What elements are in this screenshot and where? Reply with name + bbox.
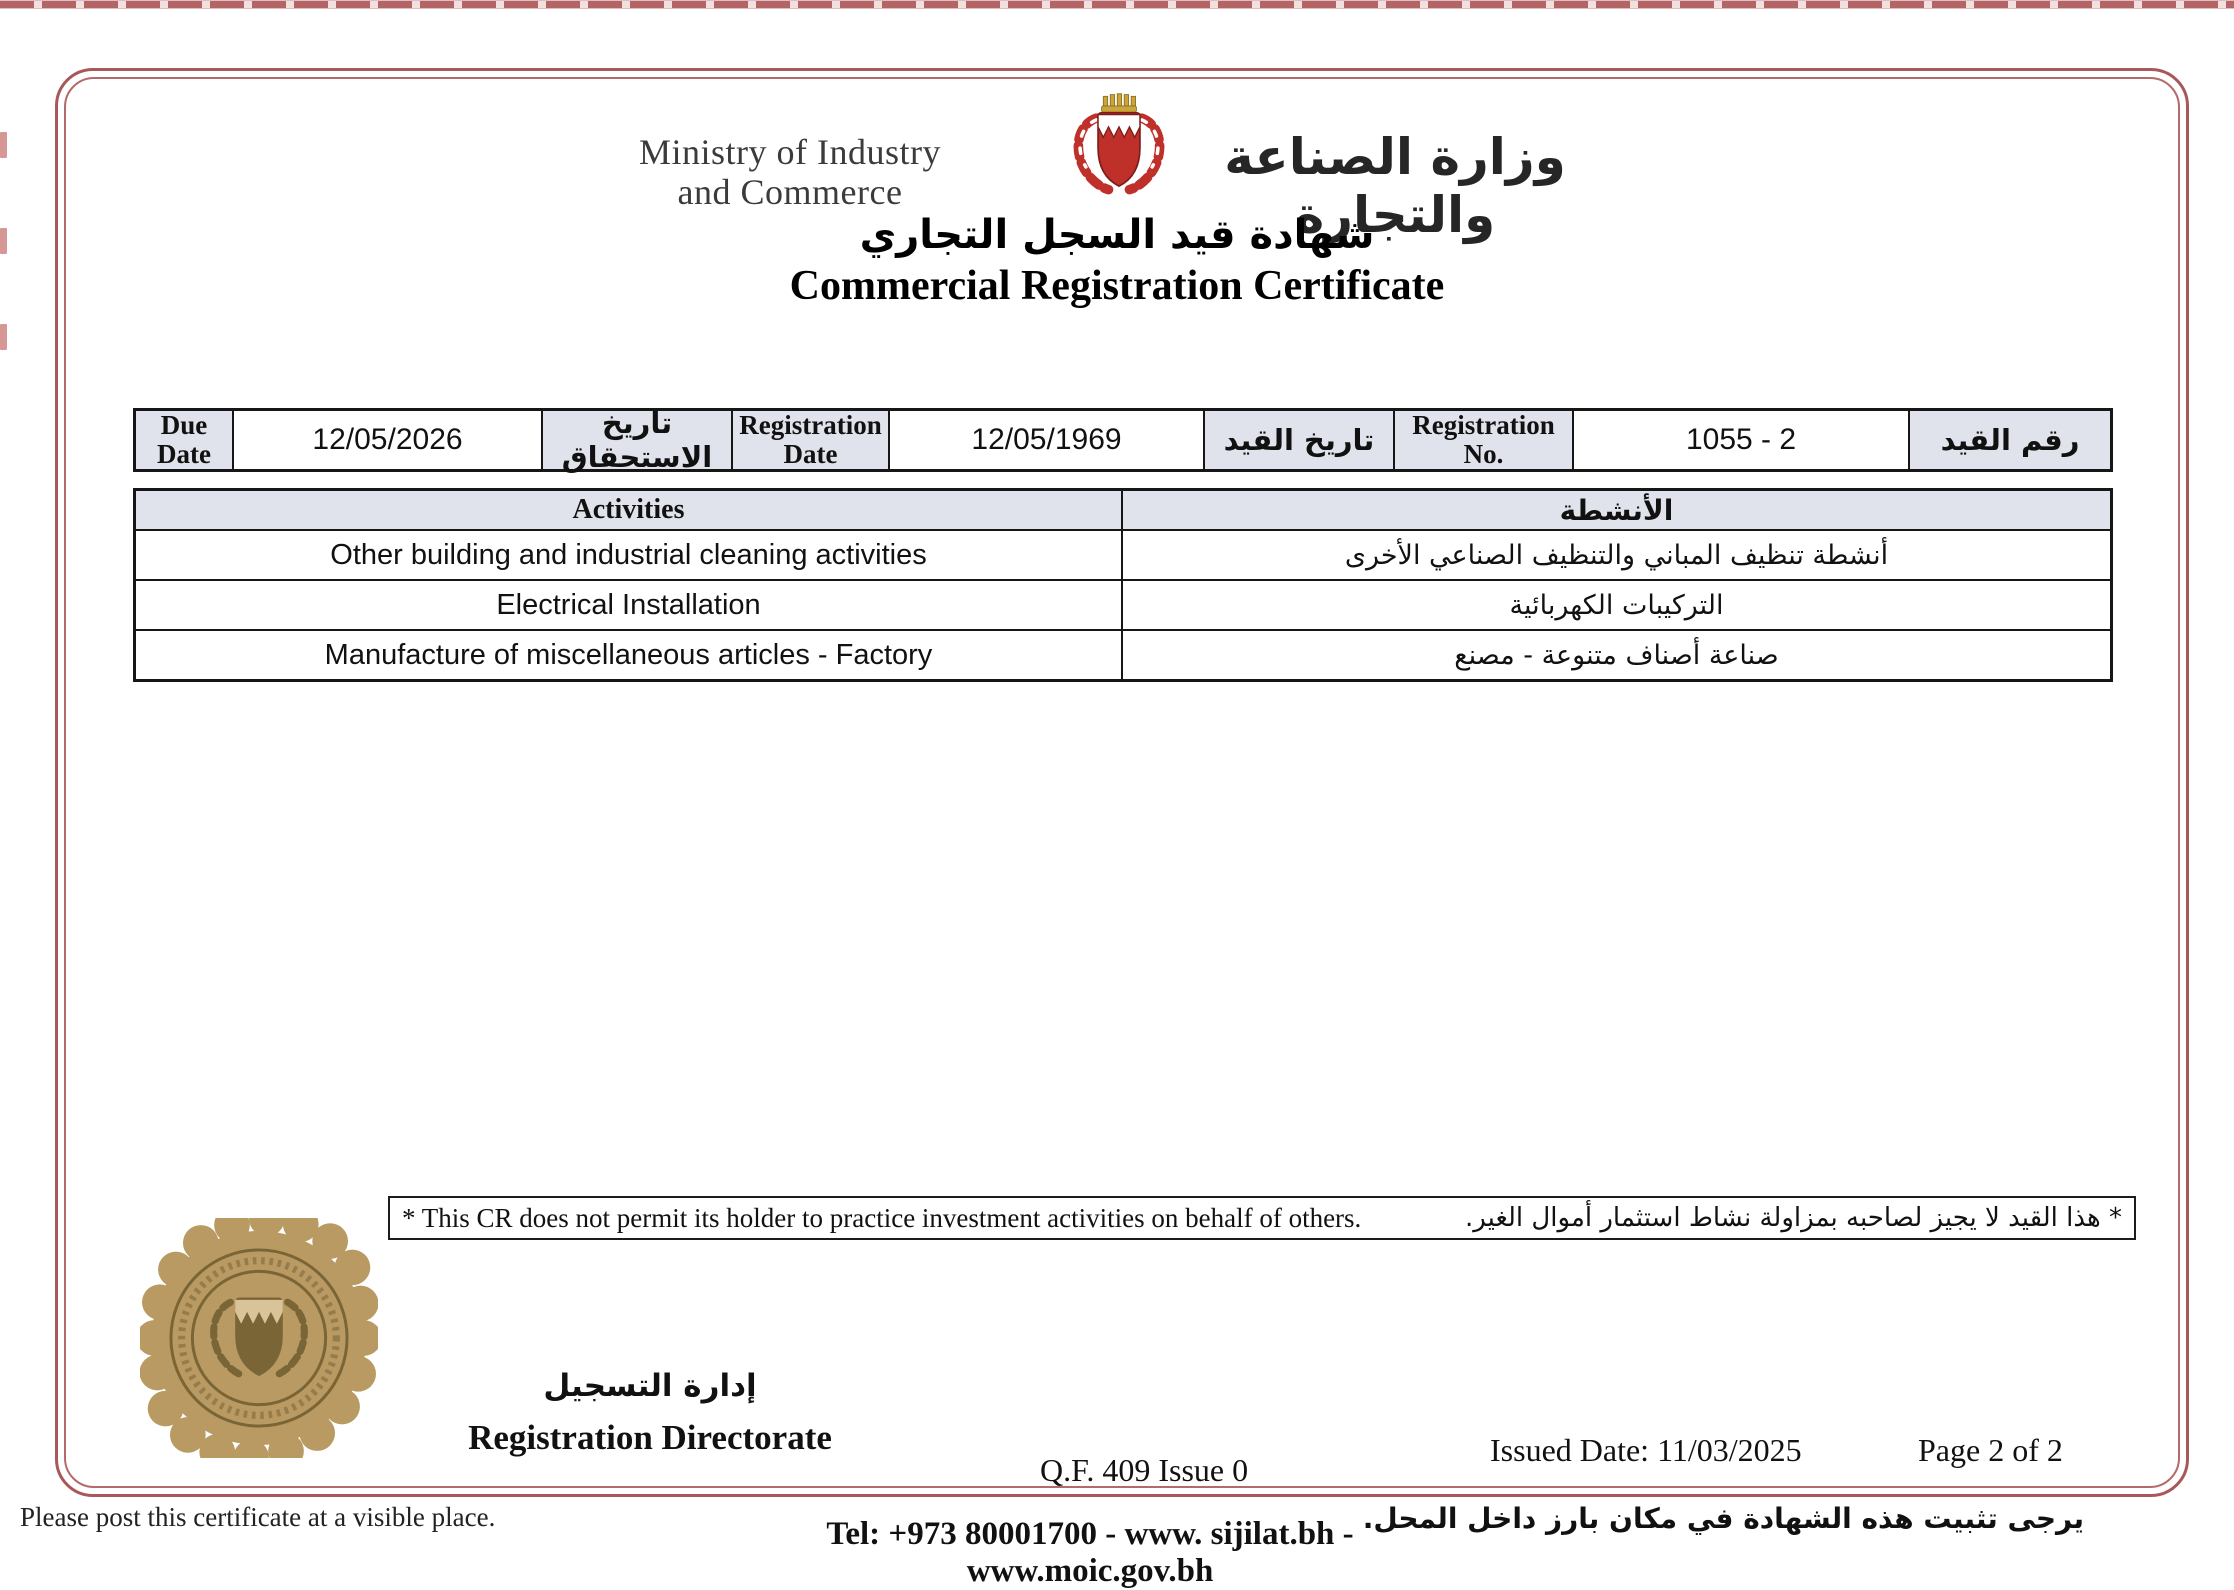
registration-no-label-ar: رقم القيد: [1910, 411, 2110, 469]
restriction-note-ar: * هذا القيد لا يجيز لصاحبه بمزاولة نشاط استثمار أموال الغير.: [1464, 1203, 2122, 1233]
activity-name-ar: أنشطة تنظيف المباني والتنظيف الصناعي الأخرى: [1344, 539, 1889, 571]
ministry-name-english-line1: Ministry of Industry: [639, 132, 941, 172]
ministry-gold-seal-icon: [140, 1218, 378, 1458]
post-notice-english: Please post this certificate at a visible place.: [20, 1502, 496, 1532]
activities-header-en: Activities: [136, 491, 1123, 529]
bahrain-coat-of-arms-icon: [1058, 92, 1180, 214]
issued-date: Issued Date: 11/03/2025: [1490, 1432, 1802, 1468]
registration-no-value: 1055 - 2: [1574, 411, 1910, 469]
activity-name-ar: التركيبات الكهربائية: [1509, 589, 1724, 621]
scan-artifact-top-band: [0, 0, 2234, 9]
scan-artifact-edge-mark: [0, 132, 7, 158]
ministry-name-english-line2: and Commerce: [677, 172, 903, 212]
registration-date-value: 12/05/1969: [890, 411, 1205, 469]
activity-row: [136, 529, 2110, 579]
activity-name-en: Other building and industrial cleaning activities: [136, 531, 1123, 579]
contact-line: Tel: +973 80001700 - www. sijilat.bh - www.moic.gov.bh: [826, 1516, 1354, 1589]
crown-icon: [1102, 94, 1137, 112]
page-number: Page 2 of 2: [1918, 1432, 2063, 1468]
due-date-label-en: Due Date: [136, 411, 234, 469]
restriction-note-box: [388, 1196, 2136, 1240]
activity-name-ar: صناعة أصناف متنوعة - مصنع: [1454, 639, 1779, 671]
directorate-name-arabic: إدارة التسجيل: [543, 1368, 757, 1404]
post-notice-arabic: يرجى تثبيت هذه الشهادة في مكان بارز داخل المحل.: [1362, 1502, 2084, 1535]
activities-header-ar: الأنشطة: [1123, 491, 2110, 529]
directorate-name-english: Registration Directorate: [468, 1418, 832, 1457]
certificate-title-english: Commercial Registration Certificate: [789, 263, 1445, 309]
certificate-title-arabic: شهادة قيد السجل التجاري: [859, 212, 1375, 258]
ministry-name-english: [600, 132, 980, 212]
activity-row: [136, 579, 2110, 629]
registration-no-label-en: Registration No.: [1395, 411, 1574, 469]
scan-artifact-edge-mark: [0, 324, 7, 350]
activities-table: [133, 488, 2113, 682]
due-date-label-ar: تاريخ الاستحقاق: [543, 411, 733, 469]
registration-summary-table: [133, 408, 2113, 472]
activity-name-en: Manufacture of miscellaneous articles - Factory: [136, 631, 1123, 679]
registration-date-label-en: Registration Date: [733, 411, 890, 469]
scan-artifact-edge-mark: [0, 228, 7, 254]
registration-date-label-ar: تاريخ القيد: [1205, 411, 1395, 469]
activities-header-row: [136, 491, 2110, 529]
ministry-name-arabic: وزارة الصناعة والتجارة: [1224, 128, 1566, 244]
activity-name-en: Electrical Installation: [136, 581, 1123, 629]
form-reference: Q.F. 409 Issue 0: [1040, 1452, 1249, 1488]
activity-row: [136, 629, 2110, 679]
due-date-value: 12/05/2026: [234, 411, 543, 469]
restriction-note-en: * This CR does not permit its holder to practice investment activities on behalf of others.: [402, 1202, 1362, 1233]
